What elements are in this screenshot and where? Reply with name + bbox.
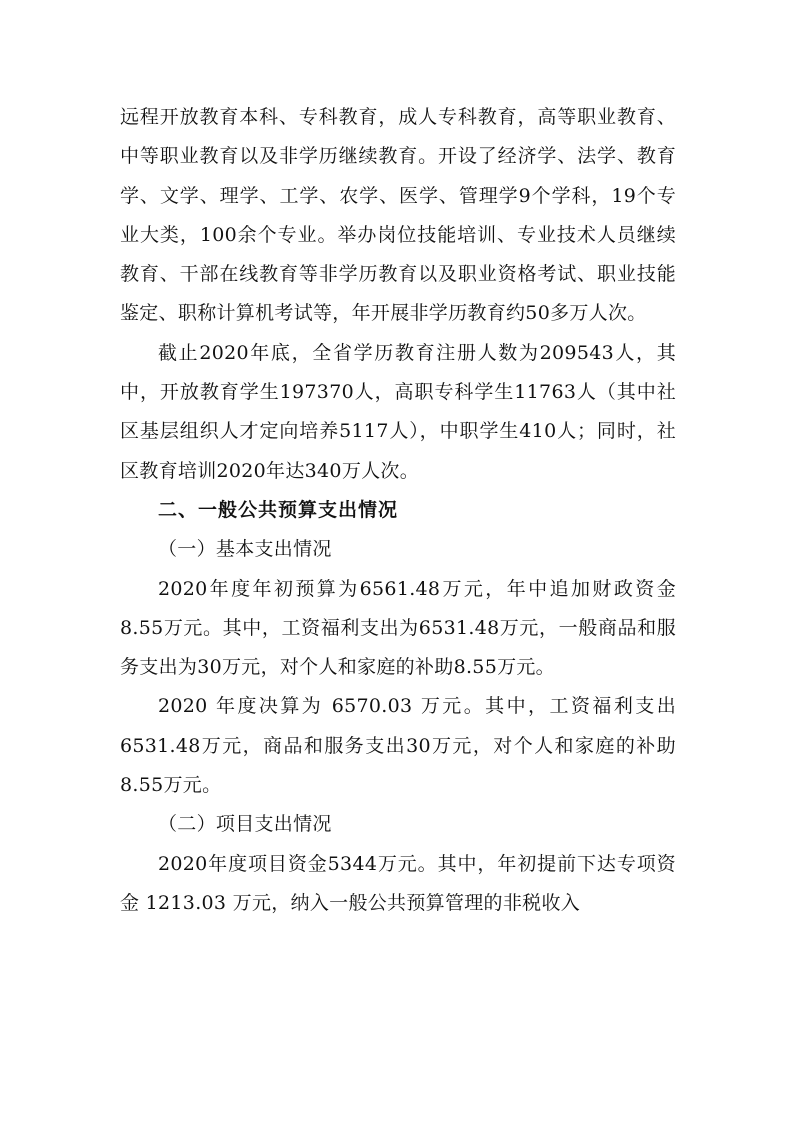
paragraph-project-funds: 2020年度项目资金5344万元。其中，年初提前下达专项资金 1213.03 万元，纳入一般公共预算管理的非税收入 xyxy=(120,852,676,914)
paragraph-final-accounts: 2020 年度决算为 6570.03 万元。其中，工资福利支出6531.48万元，商品和服务支出30万元，对个人和家庭的补助8.55万元。 xyxy=(120,695,676,797)
paragraph-education-scope: 远程开放教育本科、专科教育，成人专科教育，高等职业教育、中等职业教育以及非学历继续教育。开设了经济学、法学、教育学、文学、理学、工学、农学、医学、管理学9个学科，19个专业大类，100余个专业。举办岗位技能培训、专业技术人员继续教育、干部在线教育等非学历教育以及职业资格考试、职业技能鉴定、职称计算机考试等，年开展非学历教育约50多万人次。 xyxy=(120,106,676,325)
paragraph-initial-budget: 2020年度年初预算为6561.48万元，年中追加财政资金8.55万元。其中，工资福利支出为6531.48万元，一般商品和服务支出为30万元，对个人和家庭的补助8.55万元。 xyxy=(120,577,676,679)
paragraph-enrollment: 截止2020年底，全省学历教育注册人数为209543人，其中，开放教育学生197370人，高职专科学生11763人（其中社区基层组织人才定向培养5117人），中职学生410人；同时，社区教育培训2020年达340万人次。 xyxy=(120,341,676,482)
document-body xyxy=(120,98,676,923)
subheading-basic-expenditure: （一）基本支出情况 xyxy=(158,538,332,561)
subheading-project-expenditure: （二）项目支出情况 xyxy=(158,813,332,836)
section-heading-general-budget: 二、一般公共预算支出情况 xyxy=(158,498,399,521)
